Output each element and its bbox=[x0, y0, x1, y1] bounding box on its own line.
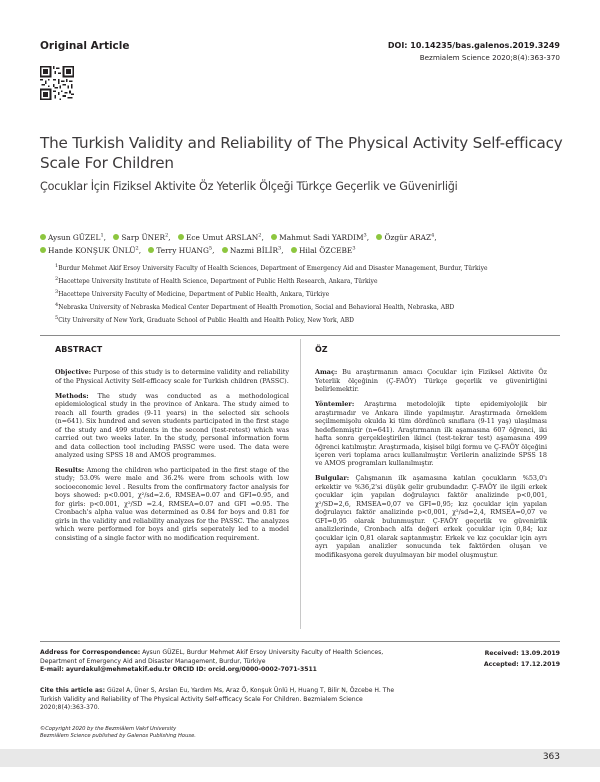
doi-link[interactable]: DOI: 10.14235/bas.galenos.2019.3249 bbox=[387, 41, 560, 50]
title-turkish: Çocuklar İçin Fiziksel Aktivite Öz Yeterlik Ölçeği Türkçe Geçerlik ve Güvenirliği bbox=[40, 180, 458, 193]
copyright: ©Copyright 2020 by the Bezmiâlem Vakıf University Bezmiâlem Science published by Galenos Publishing House. bbox=[40, 726, 196, 739]
author-name: Mahmut Sadi YARDIM bbox=[279, 233, 364, 243]
column-divider bbox=[300, 339, 301, 629]
affiliation: $^4$Nebraska University of Nebraska Medical Center Department of Health Promotion, Social and Behavioral Health, Nebraska, ABD bbox=[55, 302, 455, 311]
author: Mahmut Sadi YARDIM$^3$, bbox=[271, 233, 369, 242]
divider bbox=[40, 335, 560, 336]
doi-block bbox=[388, 41, 560, 62]
author-list bbox=[40, 231, 560, 257]
divider bbox=[40, 641, 560, 642]
journal-reference: Bezmialem Science 2020;8(4):363-370 bbox=[419, 53, 560, 62]
affiliation: $^1$Burdur Mehmet Akif Ersoy University Faculty of Health Sciences, Department of Emergency Aid and Disaster Management, Burdur, Türkiye bbox=[55, 263, 488, 272]
oz-amac: Amaç: Bu araştırmanın amacı Çocuklar için Fiziksel Aktivite Öz Yeterlik ölçeğinin (Ç-FAÖY) Türkçe geçerlik ve güvenirliğini belirlemektir. bbox=[315, 368, 547, 394]
correspondence-email[interactable]: E-mail: ayurdakul@mehmetakif.edu.tr ORCID ID: orcid.org/0000-0002-7071-3511 bbox=[40, 666, 317, 673]
author: Hande KONŞUK ÜNLÜ$^2$, bbox=[40, 246, 141, 255]
abstract-objective: Objective: Purpose of this study is to determine validity and reliability of the Physical Activity Self-efficacy scale for Turkish children (PASSC). bbox=[55, 368, 289, 385]
affiliation: $^3$Hacettepe University Faculty of Medicine, Department of Public Health, Ankara, Türkiye bbox=[55, 289, 330, 298]
author-name: Aysun GÜZEL bbox=[48, 233, 101, 243]
article-type: Original Article bbox=[40, 40, 130, 52]
abstract-english bbox=[55, 346, 289, 549]
author: Terry HUANG$^5$, bbox=[148, 246, 214, 255]
title-block bbox=[40, 133, 570, 195]
abstract-methods: Methods: The study was conducted as a methodological epidemiological study in the province of Ankara. The study aimed to reach all fourth grades (9-11 years) in the selected six schools (n=641). Six hundred and seven students participated in the first stage of the study and 499 students in the second (test-retest) which was carried out two weeks later. In the study, personal information form and data collection tool including PASSC were used. The data were analyzed using SPSS 18 and AMOS programmes. bbox=[55, 391, 289, 460]
author: Ece Umut ARSLAN$^2$, bbox=[178, 233, 264, 242]
oz-bulgular: Bulgular: Çalışmanın ilk aşamasına katılan çocukların %53,0'ı erkektir ve %36,2'si düşük gelir grubundadır. Ç-FAÖY ile ilgili erkek çocuklar için yapılan doğrulayıcı faktör analizinde p<0,001, χ²/SD=2,6, RMSEA=0,07 ve GFI=0,95; kız çocuklar için yapılan doğrulayıcı faktör analizinde p<0,001, χ²/sd=2,4, RMSEA=0,07 ve GFI=0,95 olarak bulunmuştur. Ç-FAÖY geçerlik ve güvenirlik analizlerinde, Cronbach alfa değeri erkek çocuklar için 0,84; kız çocuklar için 0,81 olarak saptanmıştır. Erkek ve kız çocuklar için ayrı ayrı yapılan analizler sonucunda tek faktörden oluşan ve modifikasyona gerek duyulmayan bir model oluşmuştur. bbox=[315, 474, 547, 559]
orcid-icon[interactable] bbox=[271, 234, 277, 240]
author-affil-ref: 1 bbox=[100, 233, 104, 239]
received-date: Received: 13.09.2019 bbox=[484, 650, 560, 657]
author-name: Sarp ÜNER bbox=[121, 233, 166, 243]
author: Aysun GÜZEL$^1$, bbox=[40, 233, 106, 242]
orcid-icon[interactable] bbox=[178, 234, 184, 240]
abstract-results: Results: Among the children who participated in the first stage of the study; 53.0% were male and 36.2% were from schools with low socioeconomic level . Results from the confirmatory factor analysis for boys showed: p<0.001, χ²/sd=2.6, RMSEA=0.07 and GFI=0.95, and for girls: p<0.001, χ²/SD =2.4, RMSEA=0.07 and GFI =0.95. The Cronbach's alpha value was determined as 0.84 for boys and 0.81 for girls in the validity and reliability analyzes for the PASSC. The analyzes which were performed for boys and girls seperately led to a model consisting of a single factor with no modification requirement. bbox=[55, 465, 289, 542]
orcid-icon[interactable] bbox=[376, 234, 382, 240]
author: Özgür ARAZ$^4$, bbox=[376, 233, 436, 242]
qr-code-icon bbox=[40, 66, 74, 100]
author: Nazmi BİLİR$^3$, bbox=[222, 246, 284, 255]
author-name: Ece Umut ARSLAN bbox=[186, 233, 259, 243]
orcid-icon[interactable] bbox=[148, 247, 154, 253]
abstract-heading: ABSTRACT bbox=[55, 345, 103, 354]
orcid-icon[interactable] bbox=[40, 234, 46, 240]
correspondence: Address for Correspondence: Aysun GÜZEL, Burdur Mehmet Akif Ersoy University Faculty of Health Sciences, Department of Emergency Aid and Disaster Management, Burdur, Türkiye E-mail: ayurdakul@mehmetakif.edu.tr ORCID ID: orcid.org/0000-0002-7071-3511 bbox=[40, 649, 384, 673]
author-affil-ref: 2 bbox=[135, 245, 139, 252]
author-name: Özgür ARAZ bbox=[384, 233, 432, 243]
abstract-turkish bbox=[315, 346, 547, 565]
author-name: Hande KONŞUK ÜNLÜ bbox=[48, 246, 136, 256]
author-affil-ref: 2 bbox=[258, 233, 262, 239]
author bbox=[291, 246, 356, 255]
orcid-icon[interactable] bbox=[291, 247, 297, 253]
page-number: 363 bbox=[542, 752, 560, 762]
oz-yontemler: Yöntemler: Araştırma metodolojik tipte epidemiyolojik bir araştırmadır ve Ankara ilinde yapılmıştır. Araştırmada örneklem seçilmemişolu okulda ki tüm dördüncü sınıflara (9-11 yaş) ulaşılması hedeflenmiştir (n=641). Araştırmanın ilk aşamasına 607 öğrenci, iki hafta sonra gerçekleştirilen ikinci (test-tekrar test) aşamasına 499 öğrenci katılmıştır. Araştırmada, kişisel bilgi formu ve Ç-FAÖY ölçeğini içeren veri toplama aracı kullanılmıştır. Verilerin analizinde SPSS 18 ve AMOS programları kullanılmıştır. bbox=[315, 400, 547, 468]
article-type-block bbox=[40, 40, 130, 52]
author-affil-ref: 3 bbox=[278, 245, 282, 252]
author-affil-ref: 4 bbox=[431, 233, 435, 239]
author-name: Terry HUANG bbox=[156, 246, 209, 256]
accepted-date: Accepted: 17.12.2019 bbox=[483, 660, 560, 668]
cite-as: Cite this article as: Güzel A, Üner S, Arslan Eu, Yardım Ms, Araz Ö, Konşuk Ünlü H, Huang T, Bilir N, Özcebe H. The Turkish Validity and Reliability of The Physical Activity Self-efficacy Scale For Children. Bezmialem Science 2020;8(4):363-370. bbox=[40, 687, 395, 711]
affiliation: $^2$Hacettepe University Institute of Health Science, Department of Public Helth Research, Ankara, Türkiye bbox=[55, 276, 378, 285]
author-name: Hilal ÖZCEBE bbox=[298, 246, 353, 256]
author-name: Nazmi BİLİR bbox=[229, 246, 279, 256]
oz-heading: ÖZ bbox=[315, 345, 328, 354]
author: Sarp ÜNER$^2$, bbox=[113, 233, 170, 242]
author-affil-ref: 3 bbox=[352, 245, 356, 252]
author-affil-ref: 3 bbox=[363, 233, 367, 239]
title-english: The Turkish Validity and Reliability of The Physical Activity Self-efficacy Scale For Children bbox=[40, 134, 563, 172]
author-affil-ref: 5 bbox=[208, 245, 213, 252]
dates-block bbox=[484, 649, 560, 670]
orcid-icon[interactable] bbox=[40, 247, 46, 253]
affiliation: $^5$City University of New York, Graduate School of Public Health and Health Policy, New York, ABD bbox=[55, 315, 354, 324]
author-affil-ref: 2 bbox=[165, 233, 169, 239]
footer-band bbox=[0, 749, 600, 767]
orcid-icon[interactable] bbox=[222, 247, 228, 253]
orcid-icon[interactable] bbox=[113, 234, 119, 240]
affiliation-list bbox=[55, 261, 565, 326]
